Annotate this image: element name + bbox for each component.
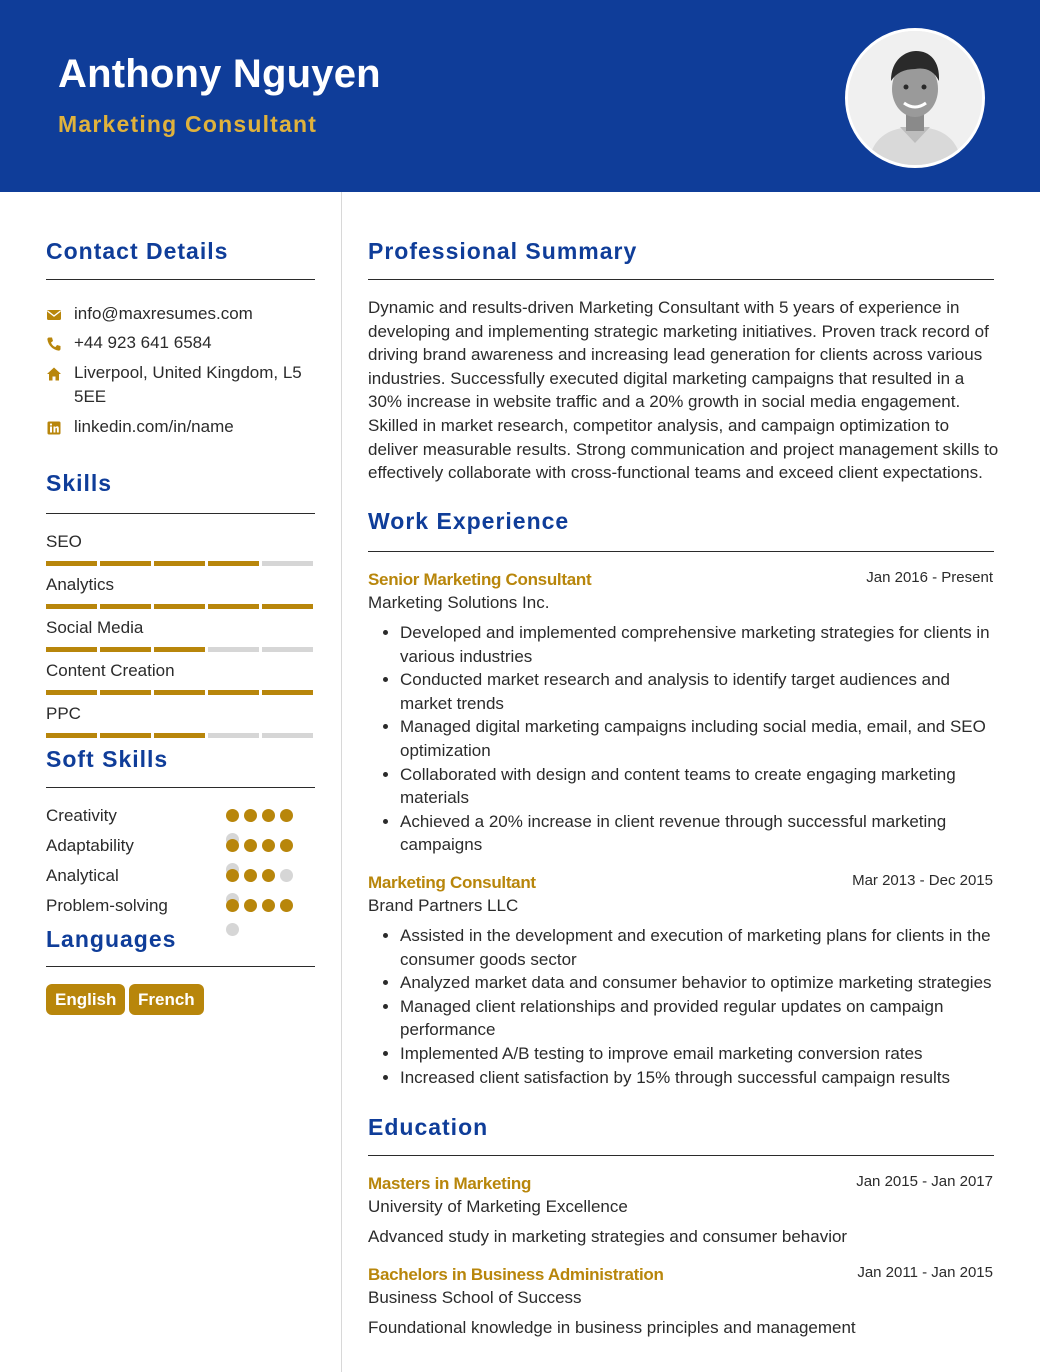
skills-heading: Skills	[46, 470, 113, 496]
soft-skill-name: Creativity	[46, 806, 117, 825]
soft-skill-dot	[226, 923, 239, 936]
edu-date: Jan 2011 - Jan 2015	[857, 1264, 993, 1281]
candidate-name: Anthony Nguyen	[58, 52, 381, 96]
skill-bar	[46, 733, 314, 738]
skill-level-segment	[46, 604, 97, 609]
soft-skill-dot	[280, 839, 293, 852]
soft-skill-name: Problem-solving	[46, 896, 168, 915]
languages-rule	[46, 966, 315, 967]
skill-name: Analytics	[46, 575, 115, 594]
skill-level-segment	[208, 604, 259, 609]
edu-school: Business School of Success	[368, 1288, 582, 1307]
job-bullet: • Managed client relationships and provided regular updates on campaign performance	[400, 995, 998, 1042]
job-bullets	[368, 924, 998, 1089]
job-role: Marketing Consultant	[368, 873, 536, 892]
job-bullet: • Achieved a 20% increase in client revenue through successful marketing campaigns	[400, 810, 998, 857]
skill-level-segment	[262, 647, 313, 652]
skill-level-segment	[154, 604, 205, 609]
soft-skill-name: Adaptability	[46, 836, 134, 855]
skill-level-segment	[46, 647, 97, 652]
edu-date: Jan 2015 - Jan 2017	[856, 1173, 993, 1190]
experience-heading: Work Experience	[368, 508, 570, 534]
skill-level-segment	[154, 733, 205, 738]
soft-skill-dot	[280, 869, 293, 882]
job-bullet: • Assisted in the development and execution of marketing plans for clients in the consumer goods sector	[400, 924, 998, 971]
edu-degree: Masters in Marketing	[368, 1174, 532, 1193]
skill-name: PPC	[46, 704, 81, 723]
education-heading: Education	[368, 1114, 489, 1140]
job-bullet: • Implemented A/B testing to improve email marketing conversion rates	[400, 1042, 998, 1066]
soft-skill-dot	[244, 839, 257, 852]
skill-name: Social Media	[46, 618, 144, 637]
education-rule	[368, 1155, 994, 1156]
skill-level-segment	[262, 733, 313, 738]
skill-level-segment	[46, 690, 97, 695]
edu-school: University of Marketing Excellence	[368, 1197, 628, 1216]
job-company: Marketing Solutions Inc.	[368, 593, 550, 612]
skill-level-segment	[154, 690, 205, 695]
phone-icon	[46, 336, 62, 352]
soft-skills-rule	[46, 787, 315, 788]
skill-level-segment	[46, 561, 97, 566]
job-date: Jan 2016 - Present	[866, 569, 993, 586]
skill-name: SEO	[46, 532, 82, 551]
soft-skill-dot	[244, 899, 257, 912]
home-icon	[46, 366, 62, 382]
job-bullet: • Developed and implemented comprehensive marketing strategies for clients in various industries	[400, 621, 998, 668]
avatar-icon	[848, 31, 982, 165]
contact-linkedin-text: linkedin.com/in/name	[74, 417, 234, 436]
candidate-title: Marketing Consultant	[58, 111, 318, 137]
skill-bar	[46, 561, 314, 566]
job-bullet: • Managed digital marketing campaigns including social media, email, and SEO optimization	[400, 715, 998, 762]
soft-skill-dot	[262, 839, 275, 852]
soft-skill-dot	[226, 839, 239, 852]
skill-level-segment	[46, 733, 97, 738]
skills-rule	[46, 513, 315, 514]
job-bullet: • Analyzed market data and consumer behavior to optimize marketing strategies	[400, 971, 998, 995]
soft-skill-dot	[280, 809, 293, 822]
profile-photo	[845, 28, 985, 168]
contact-heading: Contact Details	[46, 238, 229, 264]
skill-level-segment	[208, 561, 259, 566]
skill-level-segment	[154, 561, 205, 566]
soft-skill-dot	[226, 899, 239, 912]
job-bullet: • Increased client satisfaction by 15% through successful campaign results	[400, 1066, 998, 1090]
skill-level-segment	[208, 647, 259, 652]
soft-skill-dot	[226, 809, 239, 822]
skill-level-segment	[208, 690, 259, 695]
linkedin-icon	[46, 420, 62, 436]
skill-level-segment	[100, 733, 151, 738]
job-bullet: • Conducted market research and analysis to identify target audiences and market trends	[400, 668, 998, 715]
soft-skill-dot	[280, 899, 293, 912]
summary-rule	[368, 279, 994, 280]
job-date: Mar 2013 - Dec 2015	[852, 872, 993, 889]
skill-level-segment	[100, 604, 151, 609]
language-tag: English	[46, 984, 125, 1015]
soft-skill-dot	[244, 869, 257, 882]
job-bullets	[368, 621, 998, 857]
job-role: Senior Marketing Consultant	[368, 570, 592, 589]
skill-level-segment	[262, 604, 313, 609]
experience-rule	[368, 551, 994, 552]
skill-level-segment	[154, 647, 205, 652]
edu-degree: Bachelors in Business Administration	[368, 1265, 664, 1284]
skill-level-segment	[262, 561, 313, 566]
envelope-icon	[46, 307, 62, 323]
skill-bar	[46, 647, 314, 652]
soft-skill-dot	[244, 809, 257, 822]
soft-skill-name: Analytical	[46, 866, 119, 885]
header-banner	[0, 0, 1040, 192]
language-tag: French	[129, 984, 204, 1015]
skill-name: Content Creation	[46, 661, 175, 680]
skill-level-segment	[262, 690, 313, 695]
skill-level-segment	[100, 561, 151, 566]
skill-bar	[46, 690, 314, 695]
column-divider	[341, 192, 342, 1372]
summary-heading: Professional Summary	[368, 238, 638, 264]
contact-rule	[46, 279, 315, 280]
contact-phone-text: +44 923 641 6584	[74, 333, 212, 352]
skill-level-segment	[100, 647, 151, 652]
contact-address-text: Liverpool, United Kingdom, L5 5EE	[74, 363, 302, 406]
skill-bar	[46, 604, 314, 609]
soft-skill-dot	[262, 809, 275, 822]
edu-description: Foundational knowledge in business principles and management	[368, 1318, 856, 1337]
skill-level-segment	[208, 733, 259, 738]
job-company: Brand Partners LLC	[368, 896, 519, 915]
skill-level-segment	[100, 690, 151, 695]
soft-skills-heading: Soft Skills	[46, 746, 169, 772]
contact-email-text: info@maxresumes.com	[74, 304, 253, 323]
edu-description: Advanced study in marketing strategies and consumer behavior	[368, 1227, 848, 1246]
soft-skill-dot	[226, 869, 239, 882]
languages-heading: Languages	[46, 926, 177, 952]
job-bullet: • Collaborated with design and content teams to create engaging marketing materials	[400, 763, 998, 810]
summary-text: Dynamic and results-driven Marketing Consultant with 5 years of experience in developing and implementing strategic marketing initiatives. Proven track record of driving brand awareness and increasing lead generation for clients across various industries. Successfully executed digital marketing campaigns that resulted in a 30% increase in website traffic and a 20% growth in social media engagement. Skilled in market research, competitor analysis, and campaign optimization to deliver measurable results. Strong communication and project management skills to effectively collaborate with cross-functional teams and exceed client expectations.	[368, 298, 999, 483]
soft-skill-dot	[262, 869, 275, 882]
soft-skill-dot	[262, 899, 275, 912]
